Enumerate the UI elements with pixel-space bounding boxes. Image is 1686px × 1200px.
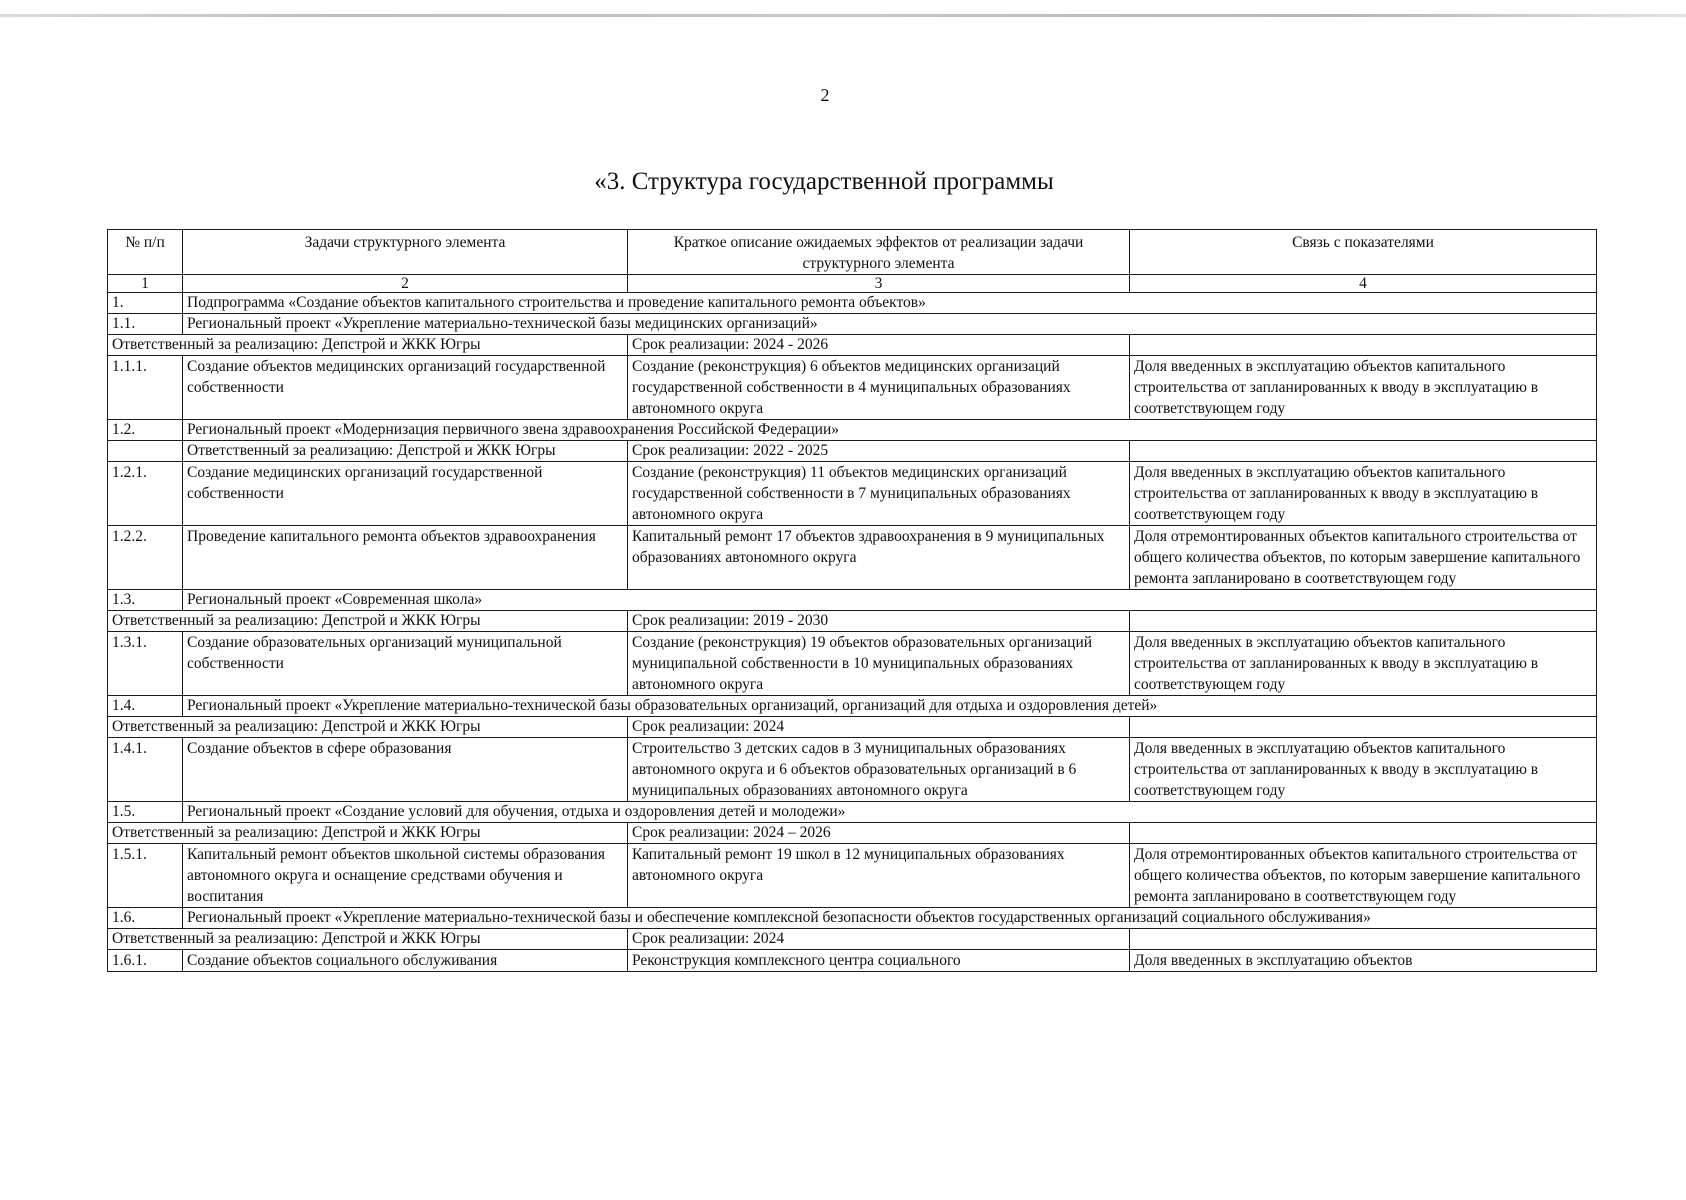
indicator-text: Доля отремонтированных объектов капитального строительства от общего количества объектов, по которым завершение капитального ремонта запланировано в соответствующем году [1130,526,1597,590]
row-code: 1.3. [108,590,183,611]
row-code: 1.3.1. [108,632,183,696]
section-title: Подпрограмма «Создание объектов капитального строительства и проведение капитального ремонта объектов» [183,293,1597,314]
term-text: Срок реализации: 2022 - 2025 [628,441,1130,462]
responsible-text: Ответственный за реализацию: Депстрой и ЖКК Югры [183,441,628,462]
section-row [108,696,1597,717]
scan-edge-artifact [0,14,1686,17]
column-number: 2 [183,275,628,293]
responsible-text: Ответственный за реализацию: Депстрой и ЖКК Югры [108,823,628,844]
row-code: 1.2. [108,420,183,441]
effect-text: Создание (реконструкция) 6 объектов медицинских организаций государственной собственности в 4 муниципальных образованиях автономного округа [628,356,1130,420]
section-row [108,590,1597,611]
section-row [108,314,1597,335]
effect-text: Капитальный ремонт 19 школ в 12 муниципальных образованиях автономного округа [628,844,1130,908]
header-effects: Краткое описание ожидаемых эффектов от реализации задачи структурного элемента [628,230,1130,275]
section-title: Региональный проект «Модернизация первичного звена здравоохранения Российской Федерации» [183,420,1597,441]
task-text: Создание объектов в сфере образования [183,738,628,802]
row-code: 1. [108,293,183,314]
responsible-row [108,929,1597,950]
column-number: 3 [628,275,1130,293]
task-row [108,738,1597,802]
term-text: Срок реализации: 2024 – 2026 [628,823,1130,844]
responsible-text: Ответственный за реализацию: Депстрой и ЖКК Югры [108,929,628,950]
responsible-text: Ответственный за реализацию: Депстрой и ЖКК Югры [108,611,628,632]
empty-cell [1130,611,1597,632]
term-text: Срок реализации: 2024 - 2026 [628,335,1130,356]
responsible-text: Ответственный за реализацию: Депстрой и ЖКК Югры [108,717,628,738]
section-title: Региональный проект «Укрепление материально-технической базы и обеспечение комплексной безопасности объектов государственных организаций социального обслуживания» [183,908,1597,929]
section-row [108,420,1597,441]
program-structure-table [107,229,1597,972]
task-row [108,950,1597,972]
header-number: № п/п [108,230,183,275]
task-row [108,526,1597,590]
empty-cell [1130,441,1597,462]
empty-cell [1130,717,1597,738]
empty-cell [108,441,183,462]
responsible-text: Ответственный за реализацию: Депстрой и ЖКК Югры [108,335,628,356]
row-code: 1.1. [108,314,183,335]
indicator-text: Доля введенных в эксплуатацию объектов [1130,950,1597,972]
term-text: Срок реализации: 2024 [628,717,1130,738]
row-code: 1.6.1. [108,950,183,972]
effect-text: Капитальный ремонт 17 объектов здравоохранения в 9 муниципальных образованиях автономного округа [628,526,1130,590]
task-text: Создание образовательных организаций муниципальной собственности [183,632,628,696]
section-row [108,908,1597,929]
empty-cell [1130,929,1597,950]
indicator-text: Доля введенных в эксплуатацию объектов капитального строительства от запланированных к вводу в эксплуатацию в соответствующем году [1130,462,1597,526]
row-code: 1.4.1. [108,738,183,802]
effect-text: Создание (реконструкция) 19 объектов образовательных организаций муниципальной собственности в 10 муниципальных образованиях автономного округа [628,632,1130,696]
empty-cell [1130,823,1597,844]
section-title: Региональный проект «Укрепление материально-технической базы образовательных организаций, организаций для отдыха и оздоровления детей» [183,696,1597,717]
row-code: 1.1.1. [108,356,183,420]
row-code: 1.5.1. [108,844,183,908]
column-number: 4 [1130,275,1597,293]
column-number-row [108,275,1597,293]
section-row [108,293,1597,314]
row-code: 1.5. [108,802,183,823]
task-text: Капитальный ремонт объектов школьной системы образования автономного округа и оснащение средствами обучения и воспитания [183,844,628,908]
document-title: «3. Структура государственной программы [594,168,1054,195]
section-row [108,802,1597,823]
column-number: 1 [108,275,183,293]
responsible-row [108,611,1597,632]
row-code: 1.2.2. [108,526,183,590]
effect-text: Реконструкция комплексного центра социального [628,950,1130,972]
term-text: Срок реализации: 2019 - 2030 [628,611,1130,632]
task-text: Проведение капитального ремонта объектов здравоохранения [183,526,628,590]
section-title: Региональный проект «Укрепление материально-технической базы медицинских организаций» [183,314,1597,335]
responsible-row [108,717,1597,738]
indicator-text: Доля введенных в эксплуатацию объектов капитального строительства от запланированных к вводу в эксплуатацию в соответствующем году [1130,632,1597,696]
header-indicators: Связь с показателями [1130,230,1597,275]
indicator-text: Доля отремонтированных объектов капитального строительства от общего количества объектов, по которым завершение капитального ремонта запланировано в соответствующем году [1130,844,1597,908]
responsible-row [108,823,1597,844]
responsible-row [108,441,1597,462]
row-code: 1.4. [108,696,183,717]
responsible-row [108,335,1597,356]
row-code: 1.6. [108,908,183,929]
task-text: Создание объектов медицинских организаций государственной собственности [183,356,628,420]
task-text: Создание объектов социального обслуживания [183,950,628,972]
section-title: Региональный проект «Современная школа» [183,590,1597,611]
row-code: 1.2.1. [108,462,183,526]
indicator-text: Доля введенных в эксплуатацию объектов капитального строительства от запланированных к вводу в эксплуатацию в соответствующем году [1130,738,1597,802]
task-row [108,462,1597,526]
term-text: Срок реализации: 2024 [628,929,1130,950]
page-number: 2 [820,85,830,105]
task-row [108,632,1597,696]
indicator-text: Доля введенных в эксплуатацию объектов капитального строительства от запланированных к вводу в эксплуатацию в соответствующем году [1130,356,1597,420]
header-tasks: Задачи структурного элемента [183,230,628,275]
empty-cell [1130,335,1597,356]
table-header-row [108,230,1597,275]
task-text: Создание медицинских организаций государственной собственности [183,462,628,526]
effect-text: Строительство 3 детских садов в 3 муниципальных образованиях автономного округа и 6 объектов образовательных организаций в 6 муниципальных образованиях автономного округа [628,738,1130,802]
task-row [108,356,1597,420]
table-body [108,275,1597,972]
task-row [108,844,1597,908]
effect-text: Создание (реконструкция) 11 объектов медицинских организаций государственной собственности в 7 муниципальных образованиях автономного округа [628,462,1130,526]
section-title: Региональный проект «Создание условий для обучения, отдыха и оздоровления детей и молодежи» [183,802,1597,823]
